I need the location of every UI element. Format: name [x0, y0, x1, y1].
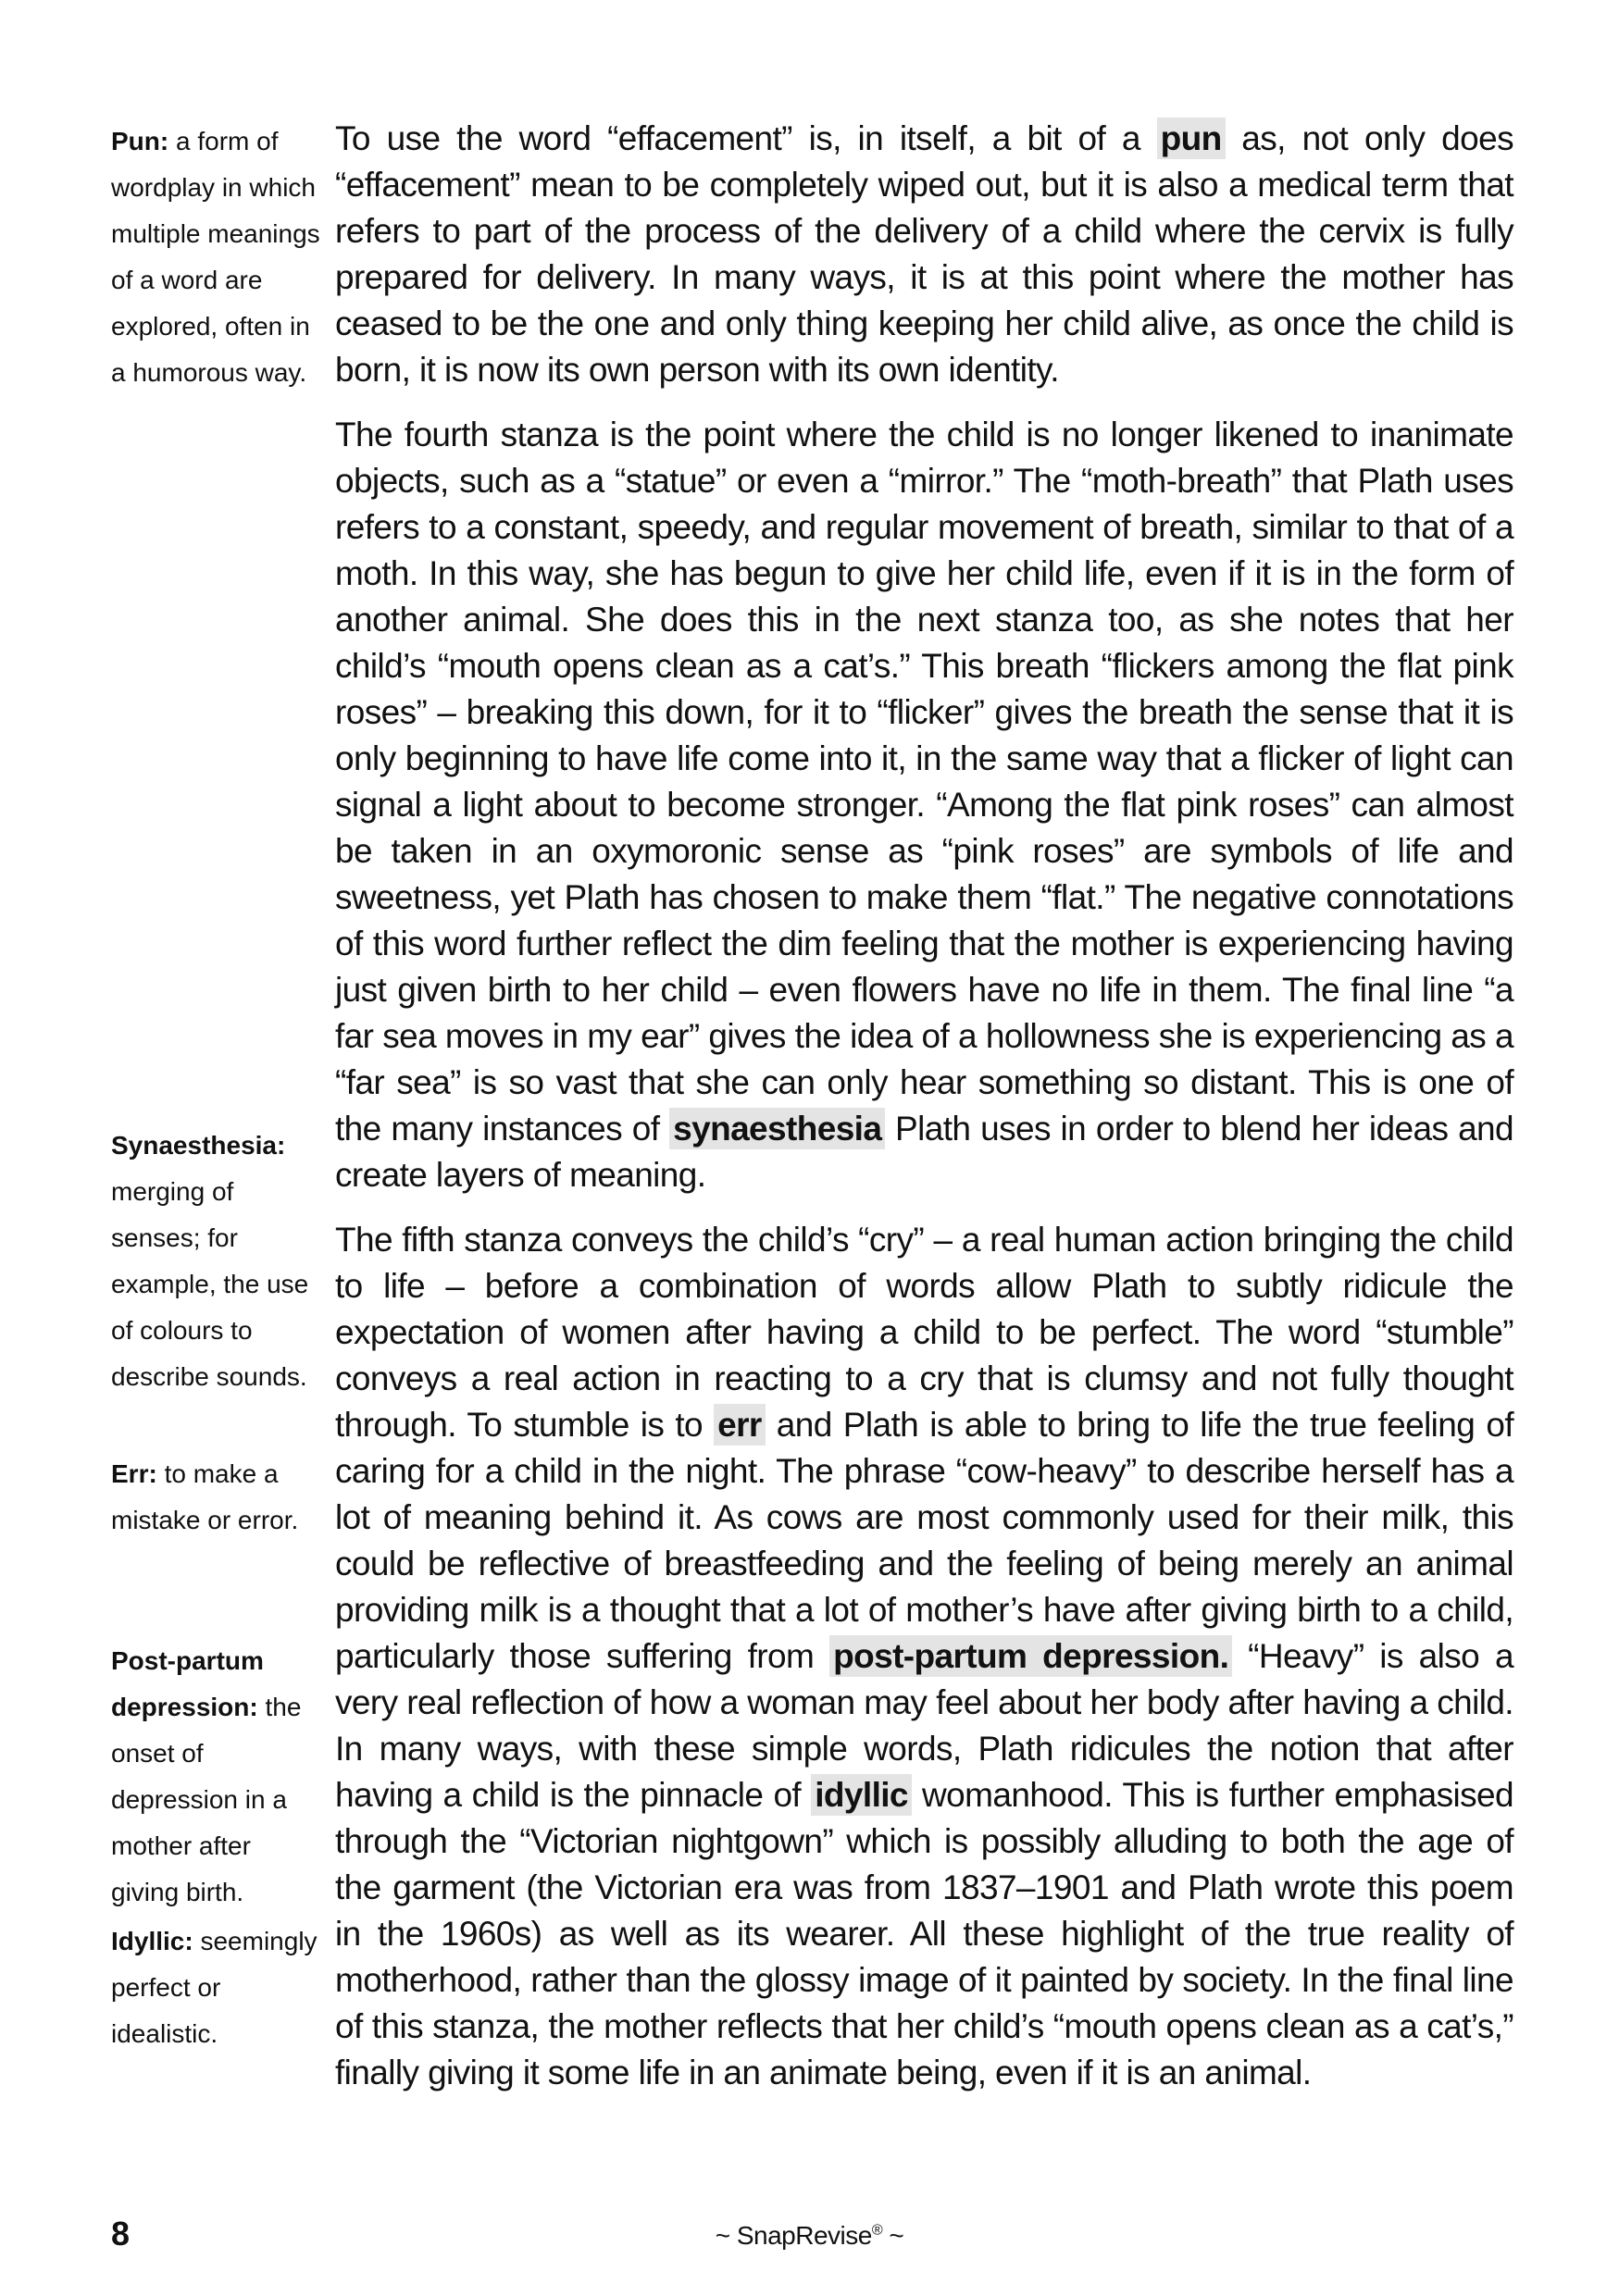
glossary-definition: merging of senses; for example, the use of colours to describe sounds. [111, 1177, 309, 1391]
text-run: The fourth stanza is the point where the child is no longer likened to inanimate objects, such as a “statue” or even a “mirror.” The “moth-breath” that Plath uses refers to a constant, speedy, and regular movement of breath, similar to that of a moth. In this way, she has begun to give her child life, even if it is in the form of another animal. She does this in the next stanza too, as she notes that her child’s “mouth opens clean as a cat’s.” This breath “flickers among the flat pink roses” – breaking this down, for it to “flicker” gives the breath the sense that it is only beginning to have life come into it, in the same way that a flicker of light can signal a light about to become stronger. “Among the flat pink roses” can almost be taken in an oxymoronic sense as “pink roses” are symbols of life and sweetness, yet Plath has chosen to make them “flat.” The negative connotations of this word further reflect the dim feeling that the mother is experiencing having just given birth to her child – even flowers have no life in them. The final line “a far sea moves in my ear” gives the idea of a hollowness she is experiencing as a “far sea” is so vast that she can only hear something so distant. This is one of the many instances of [335, 416, 1513, 1148]
glossary-definition: seemingly perfect or idealistic. [111, 1927, 318, 2048]
glossary-entry-synaesthesia [111, 1123, 324, 1400]
paragraph-fifth-stanza [335, 1217, 1513, 2096]
body-text [335, 116, 1513, 2115]
glossary-definition: the onset of depression in a mother after giving birth. [111, 1693, 302, 1906]
text-run: womanhood. This is further emphasised through the “Victorian nightgown” which is possibly alluding to both the age of the garment (the Victorian era was from 1837–1901 and Plath wrote this poem in the 1960s) as well as its wearer. All these highlight of the true reality of motherhood, rather than the glossy image of it painted by society. In the final line of this stanza, the mother reflects that her child’s “mouth opens clean as a cat’s,” finally giving it some life in an animate being, even if it is an animal. [335, 1776, 1514, 2091]
highlight-term-err: err [714, 1404, 766, 1446]
brand-name: ~ SnapRevise [715, 2221, 872, 2250]
highlight-term-idyllic: idyllic [811, 1774, 912, 1816]
glossary-term: Post-partum depression: [111, 1646, 264, 1721]
glossary-entry-err [111, 1451, 324, 1544]
text-run: as, not only does “effacement” mean to be completely wiped out, but it is also a medical term that refers to part of the process of the delivery of a child where the cervix is fully prepared for delivery. In many ways, it is at this point where the mother has ceased to be the one and only thing keeping her child alive, as once the child is born, it is now its own person with its own identity. [335, 119, 1513, 389]
highlight-term-pun: pun [1157, 118, 1226, 159]
glossary-entry-idyllic [111, 1918, 324, 2057]
text-run: and Plath is able to bring to life the true feeling of caring for a child in the night. The phrase “cow-heavy” to describe herself has a lot of meaning behind it. As cows are most commonly used for their milk, this could be reflective of breastfeeding and the feeling of being merely an animal providing milk is a thought that a lot of mother’s have after giving birth to a child, particularly those suffering from [335, 1406, 1513, 1675]
text-run: To use the word “effacement” is, in itself, a bit of a [335, 119, 1157, 157]
text-run: The fifth stanza conveys the child’s “cry” – a real human action bringing the child to life – before a combination of words allow Plath to subtly ridicule the expectation of women after having a child to be perfect. The word “stumble” conveys a real action in reacting to a cry that is clumsy and not fully thought through. To stumble is to [335, 1221, 1513, 1444]
glossary-entry-post-partum-depression [111, 1638, 324, 1916]
highlight-term-synaesthesia: synaesthesia [669, 1108, 885, 1149]
highlight-term-post-partum-depression: post-partum depression. [829, 1635, 1232, 1677]
glossary-definition: to make a mistake or error. [111, 1459, 299, 1534]
glossary-term: Idyllic: [111, 1927, 193, 1955]
paragraph-fourth-stanza [335, 412, 1513, 1198]
text-run: “Heavy” is also a very real reflection of how a woman may feel about her body after having a child. In many ways, with these simple words, Plath ridicules the notion that after having a child is the pinnacle of [335, 1637, 1513, 1814]
glossary-term: Synaesthesia: [111, 1131, 286, 1160]
paragraph-effacement [335, 116, 1513, 393]
glossary-definition: a form of wordplay in which multiple meanings of a word are explored, often in a humorous way. [111, 127, 320, 387]
brand-suffix: ~ [882, 2221, 904, 2250]
glossary-term: Pun: [111, 127, 169, 155]
registered-mark-icon: ® [871, 2222, 883, 2239]
footer-brand [0, 2221, 1619, 2251]
text-run: Plath uses in order to blend her ideas and create layers of meaning. [335, 1110, 1514, 1194]
glossary-entry-pun [111, 118, 324, 396]
glossary-term: Err: [111, 1459, 157, 1488]
page-number: 8 [111, 2215, 131, 2253]
